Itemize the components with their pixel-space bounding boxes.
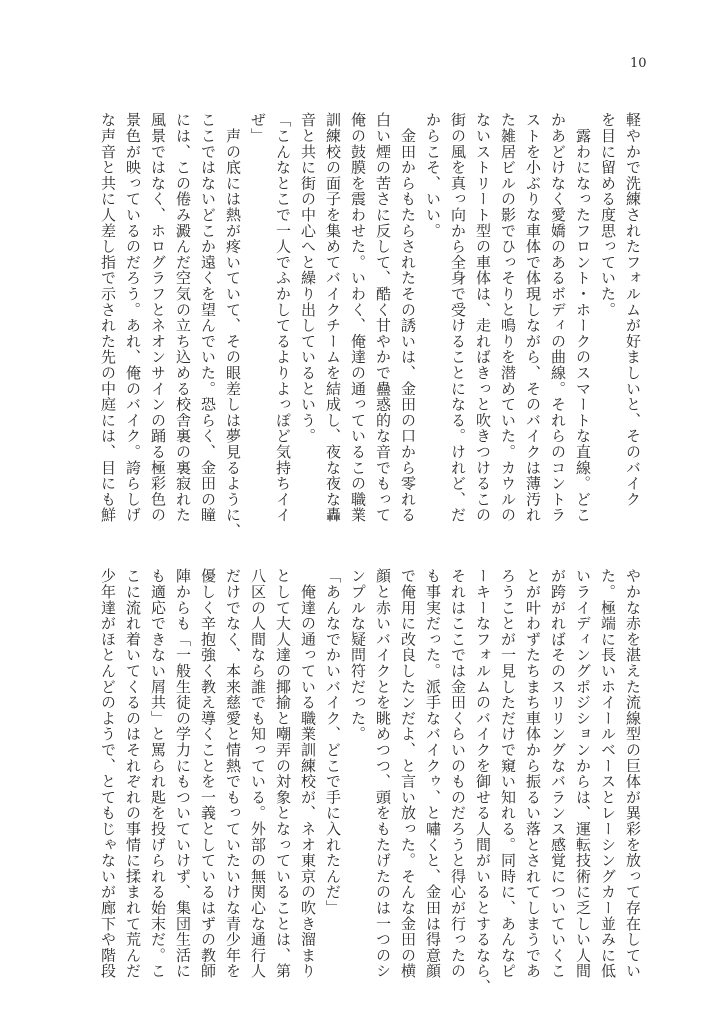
text-column: ここではないどこか遠くを望んでいた。恐らく、金田の瞳 — [199, 112, 217, 523]
text-column: 「あんなでかいバイク、どこで手に入れたんだ」 — [324, 568, 342, 916]
text-column: た雑居ビルの影でひっそりと鳴りを潜めていた。カウルの — [499, 112, 517, 523]
text-column: やかな赤を湛えた流線型の巨体が異彩を放って存在してい — [624, 568, 642, 979]
text-column: ないストリート型の車体は、走ればきっと吹きつけるこの — [474, 112, 492, 523]
text-column: ぜ」 — [249, 112, 267, 144]
text-column: も事実だった。派手なバイクゥ、と嘯くと、金田は得意顔 — [424, 568, 442, 979]
text-column: 白い煙の苦さに反して、酷く甘やかで蠱惑的な音でもって — [374, 112, 392, 523]
text-column: 陣からも「一般生徒の学力にもついていけず、集団生活に — [174, 568, 192, 979]
text-column: 声の底には熱が疼いていて、その眼差しは夢見るように、 — [224, 112, 242, 539]
text-column: た。極端に長いホイールベースとレーシングカー並みに低 — [599, 568, 617, 979]
text-column: 軽やかで洗練されたフォルムが好ましいと、そのバイク — [624, 112, 642, 507]
text-column: として大人達の揶揄と嘲弄の対象となっていることは、第 — [274, 568, 292, 979]
text-block-upper — [95, 112, 645, 539]
text-column: 街の風を真っ向から全身で受けることになる。けれど、だ — [449, 112, 467, 523]
text-column: 金田からもたらされたその誘いは、金田の口から零れる — [399, 112, 417, 523]
text-column: 露わになったフロント・ホークのスマートな直線。どこ — [574, 112, 592, 523]
text-column: それはここでは金田くらいのものだろうと得心が行ったの — [449, 568, 467, 979]
text-column: ストを小ぶりな車体で体現しながら、そのバイクは薄汚れ — [524, 112, 542, 523]
text-column: が跨がればそのスリリングなバランス感覚についていくこ — [549, 568, 567, 979]
text-column: ろうことが一見しただけで窺い知れる。同時に、あんなピ — [499, 568, 517, 979]
text-column: こに流れ着いてくるのはそれぞれの事情に揉まれて荒んだ — [124, 568, 142, 979]
text-column: ンプルな疑問符だった。 — [349, 568, 367, 742]
text-column: 「こんなとこで一人でふかしてるよりよっぽど気持ちイイ — [274, 112, 292, 523]
text-column: 俺の鼓膜を震わせた。いわく、俺達の通っているこの職業 — [349, 112, 367, 523]
text-column: を目に留める度思っていた。 — [599, 112, 617, 318]
text-column: 俺達の通っている職業訓練校が、ネオ東京の吹き溜まり — [299, 568, 317, 979]
text-column: で俺用に改良したンだよ、と言い放った。そんな金田の横 — [399, 568, 417, 979]
text-column: 八区の人間なら誰でも知っている。外部の無関心な通行人 — [249, 568, 267, 979]
text-column: 景色が映っているのだろう。あれ、俺のバイク。誇らしげ — [124, 112, 142, 523]
text-column: 風景ではなく、ホログラフとネオンサインの踊る極彩色の — [149, 112, 167, 523]
text-column: だけでなく、本来慈愛と情熱でもっていたいけな青少年を — [224, 568, 242, 979]
text-column: いライディングポジションからは、運転技術に乏しい人間 — [574, 568, 592, 979]
text-column: かあどけなく愛嬌のあるボディの曲線。それらのコントラ — [549, 112, 567, 523]
page-number: 10 — [630, 56, 647, 71]
text-column: とが叶わずたちまち車体から振るい落とされてしまうであ — [524, 568, 542, 979]
text-column: 優しく辛抱強く教え導くことを一義としているはずの教師 — [199, 568, 217, 979]
text-column: 少年達がほとんどのようで、とてもじゃないが廊下や階段 — [99, 568, 117, 979]
text-column: 顔と赤いバイクとを眺めつつ、頭をもたげたのは一つのシ — [374, 568, 392, 979]
text-column: ーキーなフォルムのバイクを御せる人間がいるとするなら、 — [474, 568, 492, 995]
text-column: な声音と共に人差し指で示された先の中庭には、目にも鮮 — [99, 112, 117, 523]
text-column: からこそ、いい。 — [424, 112, 442, 239]
text-column: には、この倦み澱んだ空気の立ち込める校舎裏の裏寂れた — [174, 112, 192, 523]
text-column: 訓練校の面子を集めてバイクチームを結成し、夜な夜な轟 — [324, 112, 342, 523]
text-column: 音と共に街の中心へと繰り出しているという。 — [299, 112, 317, 444]
text-block-lower — [95, 568, 645, 995]
text-column: も適応できない屑共」と罵られ匙を投げられる始末だ。こ — [149, 568, 167, 979]
